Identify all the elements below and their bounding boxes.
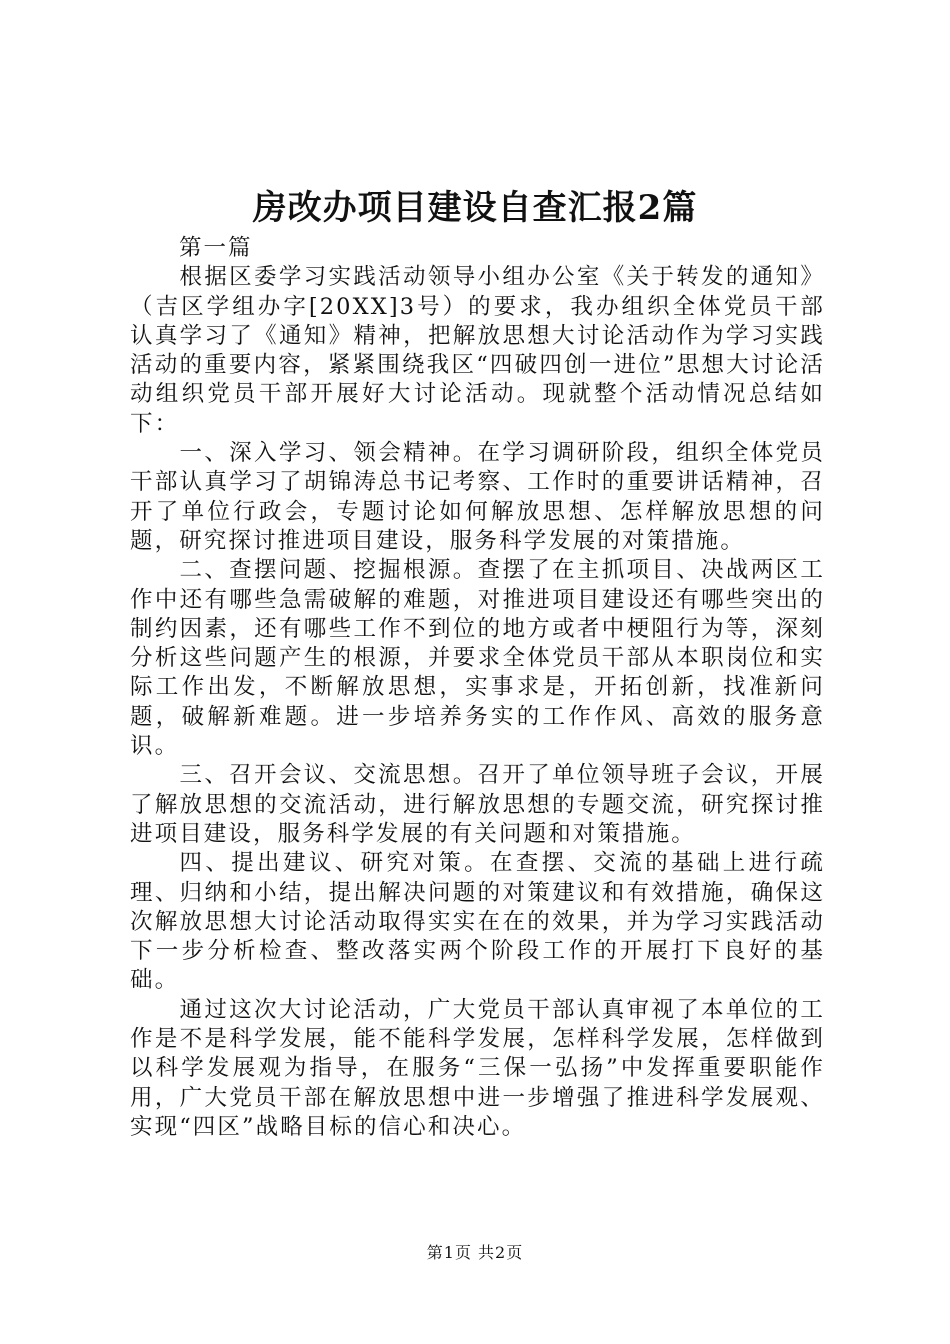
- paragraph-conclusion: 通过这次大讨论活动，广大党员干部认真审视了本单位的工作是不是科学发展，能不能科学发展，怎样科学发展，怎样做到以科学发展观为指导，在服务“三保一弘扬”中发挥重要职能作用，广大党员干部在解放思想中进一步增强了推进科学发展观、实现“四区”战略目标的信心和决心。: [130, 996, 825, 1140]
- paragraph-meetings: 三、召开会议、交流思想。召开了单位领导班子会议，开展了解放思想的交流活动，进行解放思想的专题交流，研究探讨推进项目建设，服务科学发展的有关问题和对策措施。: [130, 762, 825, 847]
- section-label: 第一篇: [179, 235, 253, 261]
- document-body: [130, 234, 825, 1142]
- paragraph-problems: 二、查摆问题、挖掘根源。查摆了在主抓项目、决战两区工作中还有哪些急需破解的难题，对推进项目建设还有哪些突出的制约因素，还有哪些工作不到位的地方或者中梗阻行为等，深刻分析这些问题产生的根源，并要求全体党员干部从本职岗位和实际工作出发，不断解放思想，实事求是，开拓创新，找准新问题，破解新难题。进一步培养务实的工作作风、高效的服务意识。: [130, 557, 825, 760]
- paragraph-suggestions: 四、提出建议、研究对策。在查摆、交流的基础上进行疏理、归纳和小结，提出解决问题的对策建议和有效措施，确保这次解放思想大讨论活动取得实实在在的效果，并为学习实践活动下一步分析检查、整改落实两个阶段工作的开展打下良好的基础。: [130, 850, 825, 994]
- document-title: 房改办项目建设自查汇报2篇: [252, 188, 698, 228]
- page-number-footer: 第1页 共2页: [426, 1243, 524, 1262]
- paragraph-study: 一、深入学习、领会精神。在学习调研阶段，组织全体党员干部认真学习了胡锦涛总书记考察、工作时的重要讲话精神，召开了单位行政会，专题讨论如何解放思想、怎样解放思想的问题，研究探讨推进项目建设，服务科学发展的对策措施。: [130, 440, 825, 554]
- paragraph-intro: 根据区委学习实践活动领导小组办公室《关于转发的通知》（吉区学组办字[20XX]3号）的要求，我办组织全体党员干部认真学习了《通知》精神，把解放思想大讨论活动作为学习实践活动的重要内容，紧紧围绕我区“四破四创一进位”思想大讨论活动组织党员干部开展好大讨论活动。现就整个活动情况总结如下：: [130, 264, 825, 437]
